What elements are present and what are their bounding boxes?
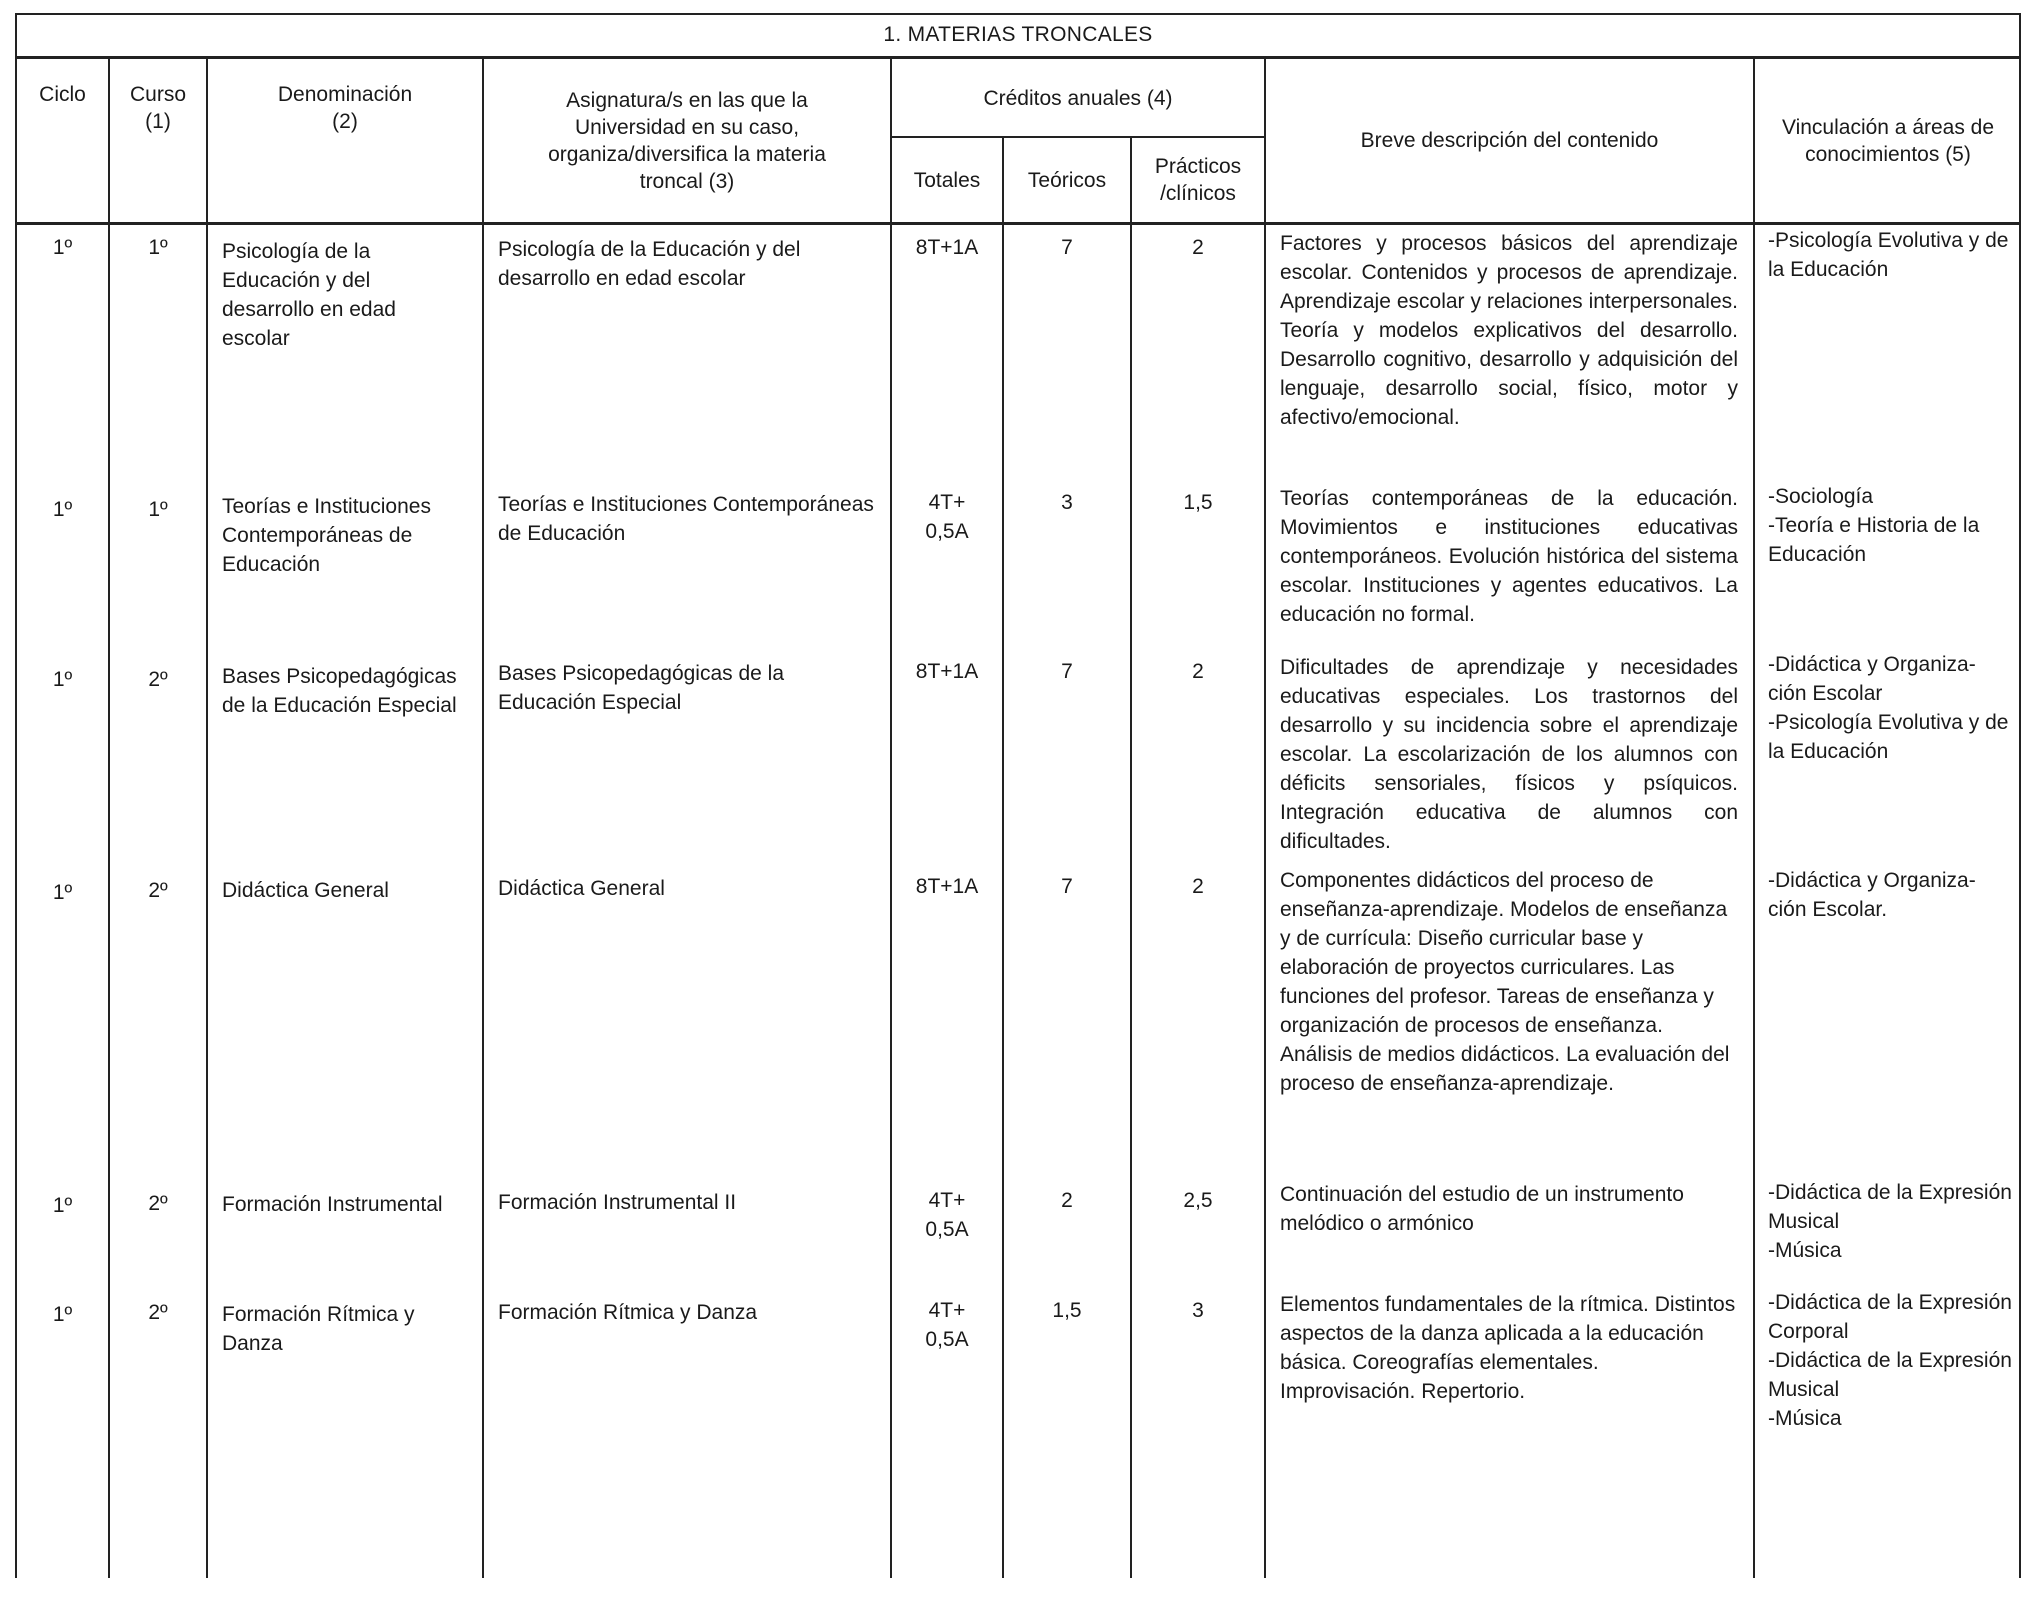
cell-practicos: 2: [1192, 236, 1204, 259]
cell-descripcion: Continuación del estudio de un instrumento melódico o armónico: [1280, 1183, 1684, 1235]
column-divider: [1753, 59, 1755, 1578]
cell-denominacion: Formación Instrumental: [222, 1193, 443, 1216]
header-vinculacion: Vinculación a áreas de conocimientos (5): [1781, 115, 1995, 166]
header-denominacion: Denominación (2): [277, 83, 413, 133]
cell-totales: 4T+ 0,5A: [925, 1299, 969, 1351]
cell-vinculacion: -Didáctica de la Expresión Musical -Música: [1768, 1181, 2012, 1262]
table-title: 1. MATERIAS TRONCALES: [15, 13, 2021, 59]
column-divider: [108, 59, 110, 1578]
cell-denominacion: Bases Psicopedagógicas de la Educación Especial: [222, 665, 457, 717]
cell-ciclo: 1º: [52, 1303, 73, 1326]
cell-totales: 8T+1A: [915, 236, 979, 259]
cell-descripcion: Componentes didácticos del proceso de enseñanza-aprendizaje. Modelos de enseñanza y de currícula: Diseño curricular base y elaboración de proyectos curriculares. Las funciones del profesor. Tareas de enseñanza y organización de procesos de enseñanza. Análisis de medios didácticos. La evaluación del proceso de enseñanza-aprendizaje.: [1280, 869, 1730, 1095]
cell-totales: 4T+ 0,5A: [925, 491, 969, 543]
cell-practicos: 2,5: [1183, 1189, 1213, 1212]
cell-vinculacion: -Didáctica de la Expresión Corporal -Didáctica de la Expresión Musical -Música: [1768, 1291, 2012, 1430]
cell-denominacion: Teorías e Instituciones Contemporáneas de Educación: [222, 495, 431, 576]
header-bottom-divider: [15, 222, 2021, 225]
cell-vinculacion: -Sociología -Teoría e Historia de la Educación: [1768, 485, 1980, 566]
cell-asignatura: Formación Instrumental II: [498, 1191, 737, 1214]
cell-curso: 2º: [148, 1192, 168, 1215]
cell-denominacion: Formación Rítmica y Danza: [222, 1303, 415, 1355]
cell-descripcion: Teorías contemporáneas de la educación. Movimientos e instituciones educativas contemporáneos. Evolución histórica del sistema escolar. Instituciones y agentes educativos. La educación no formal.: [1280, 487, 1738, 626]
cell-ciclo: 1º: [52, 668, 73, 691]
cell-ciclo: 1º: [52, 498, 73, 521]
cell-teoricos: 1,5: [1052, 1299, 1082, 1322]
cell-ciclo: 1º: [52, 1194, 73, 1217]
cell-ciclo: 1º: [52, 236, 73, 259]
cell-descripcion: Factores y procesos básicos del aprendizaje escolar. Contenidos y procesos de aprendizaje. Aprendizaje escolar y relaciones interpersonales. Teoría y modelos explicativos del desarrollo. Desarrollo cognitivo, desarrollo y adquisición del lenguaje, desarrollo social, físico, motor y afectivo/emocional.: [1280, 232, 1738, 429]
cell-teoricos: 7: [1061, 660, 1073, 683]
column-divider: [1264, 59, 1266, 1578]
cell-practicos: 3: [1192, 1299, 1204, 1322]
cell-vinculacion: -Didáctica y Organiza- ción Escolar -Psicología Evolutiva y de la Educación: [1768, 653, 2009, 763]
header-teoricos: Teóricos: [1027, 168, 1107, 192]
cell-teoricos: 2: [1061, 1189, 1073, 1212]
cell-practicos: 1,5: [1183, 491, 1213, 514]
cell-vinculacion: -Didáctica y Organiza- ción Escolar.: [1768, 869, 1976, 921]
cell-teoricos: 7: [1061, 875, 1073, 898]
cell-practicos: 2: [1192, 875, 1204, 898]
header-curso: Curso (1): [129, 83, 187, 133]
header-ciclo: Ciclo: [39, 83, 86, 106]
cell-asignatura: Didáctica General: [498, 877, 665, 900]
cell-practicos: 2: [1192, 660, 1204, 683]
cell-vinculacion: -Psicología Evolutiva y de la Educación: [1768, 229, 2009, 281]
cell-curso: 1º: [148, 498, 168, 521]
cell-descripcion: Elementos fundamentales de la rítmica. Distintos aspectos de la danza aplicada a la educación básica. Coreografías elementales. Improvisación. Repertorio.: [1280, 1293, 1736, 1403]
column-divider: [1130, 137, 1132, 1578]
cell-asignatura: Formación Rítmica y Danza: [498, 1301, 758, 1324]
column-divider: [1002, 137, 1004, 1578]
cell-curso: 1º: [148, 236, 168, 259]
cell-asignatura: Bases Psicopedagógicas de la Educación Especial: [498, 662, 785, 714]
header-asignatura: Asignatura/s en las que la Universidad en su caso, organiza/diversifica la materia troncal (3): [548, 88, 826, 193]
cell-teoricos: 7: [1061, 236, 1073, 259]
cell-denominacion: Didáctica General: [222, 879, 389, 902]
cell-curso: 2º: [148, 668, 168, 691]
cell-totales: 4T+ 0,5A: [925, 1189, 969, 1241]
cell-descripcion: Dificultades de aprendizaje y necesidades educativas especiales. Los trastornos del desarrollo y su incidencia sobre el aprendizaje escolar. La escolarización de los alumnos con déficits sensoriales, físicos y psíquicos. Integración educativa de alumnos con dificultades.: [1280, 656, 1738, 853]
cell-asignatura: Teorías e Instituciones Contemporáneas de Educación: [498, 493, 874, 545]
cell-curso: 2º: [148, 879, 168, 902]
column-divider: [206, 59, 208, 1578]
header-totales: Totales: [913, 168, 981, 192]
header-descripcion: Breve descripción del contenido: [1360, 129, 1659, 152]
cell-totales: 8T+1A: [915, 875, 979, 898]
column-divider: [482, 59, 484, 1578]
cell-totales: 8T+1A: [915, 660, 979, 683]
cell-asignatura: Psicología de la Educación y del desarrollo en edad escolar: [498, 238, 801, 290]
header-practicos: Prácticos /clínicos: [1154, 155, 1242, 205]
cell-teoricos: 3: [1061, 491, 1073, 514]
cell-denominacion: Psicología de la Educación y del desarrollo en edad escolar: [222, 240, 396, 350]
header-creditos: Créditos anuales (4): [983, 86, 1173, 110]
cell-curso: 2º: [148, 1301, 168, 1324]
cell-ciclo: 1º: [52, 881, 73, 904]
